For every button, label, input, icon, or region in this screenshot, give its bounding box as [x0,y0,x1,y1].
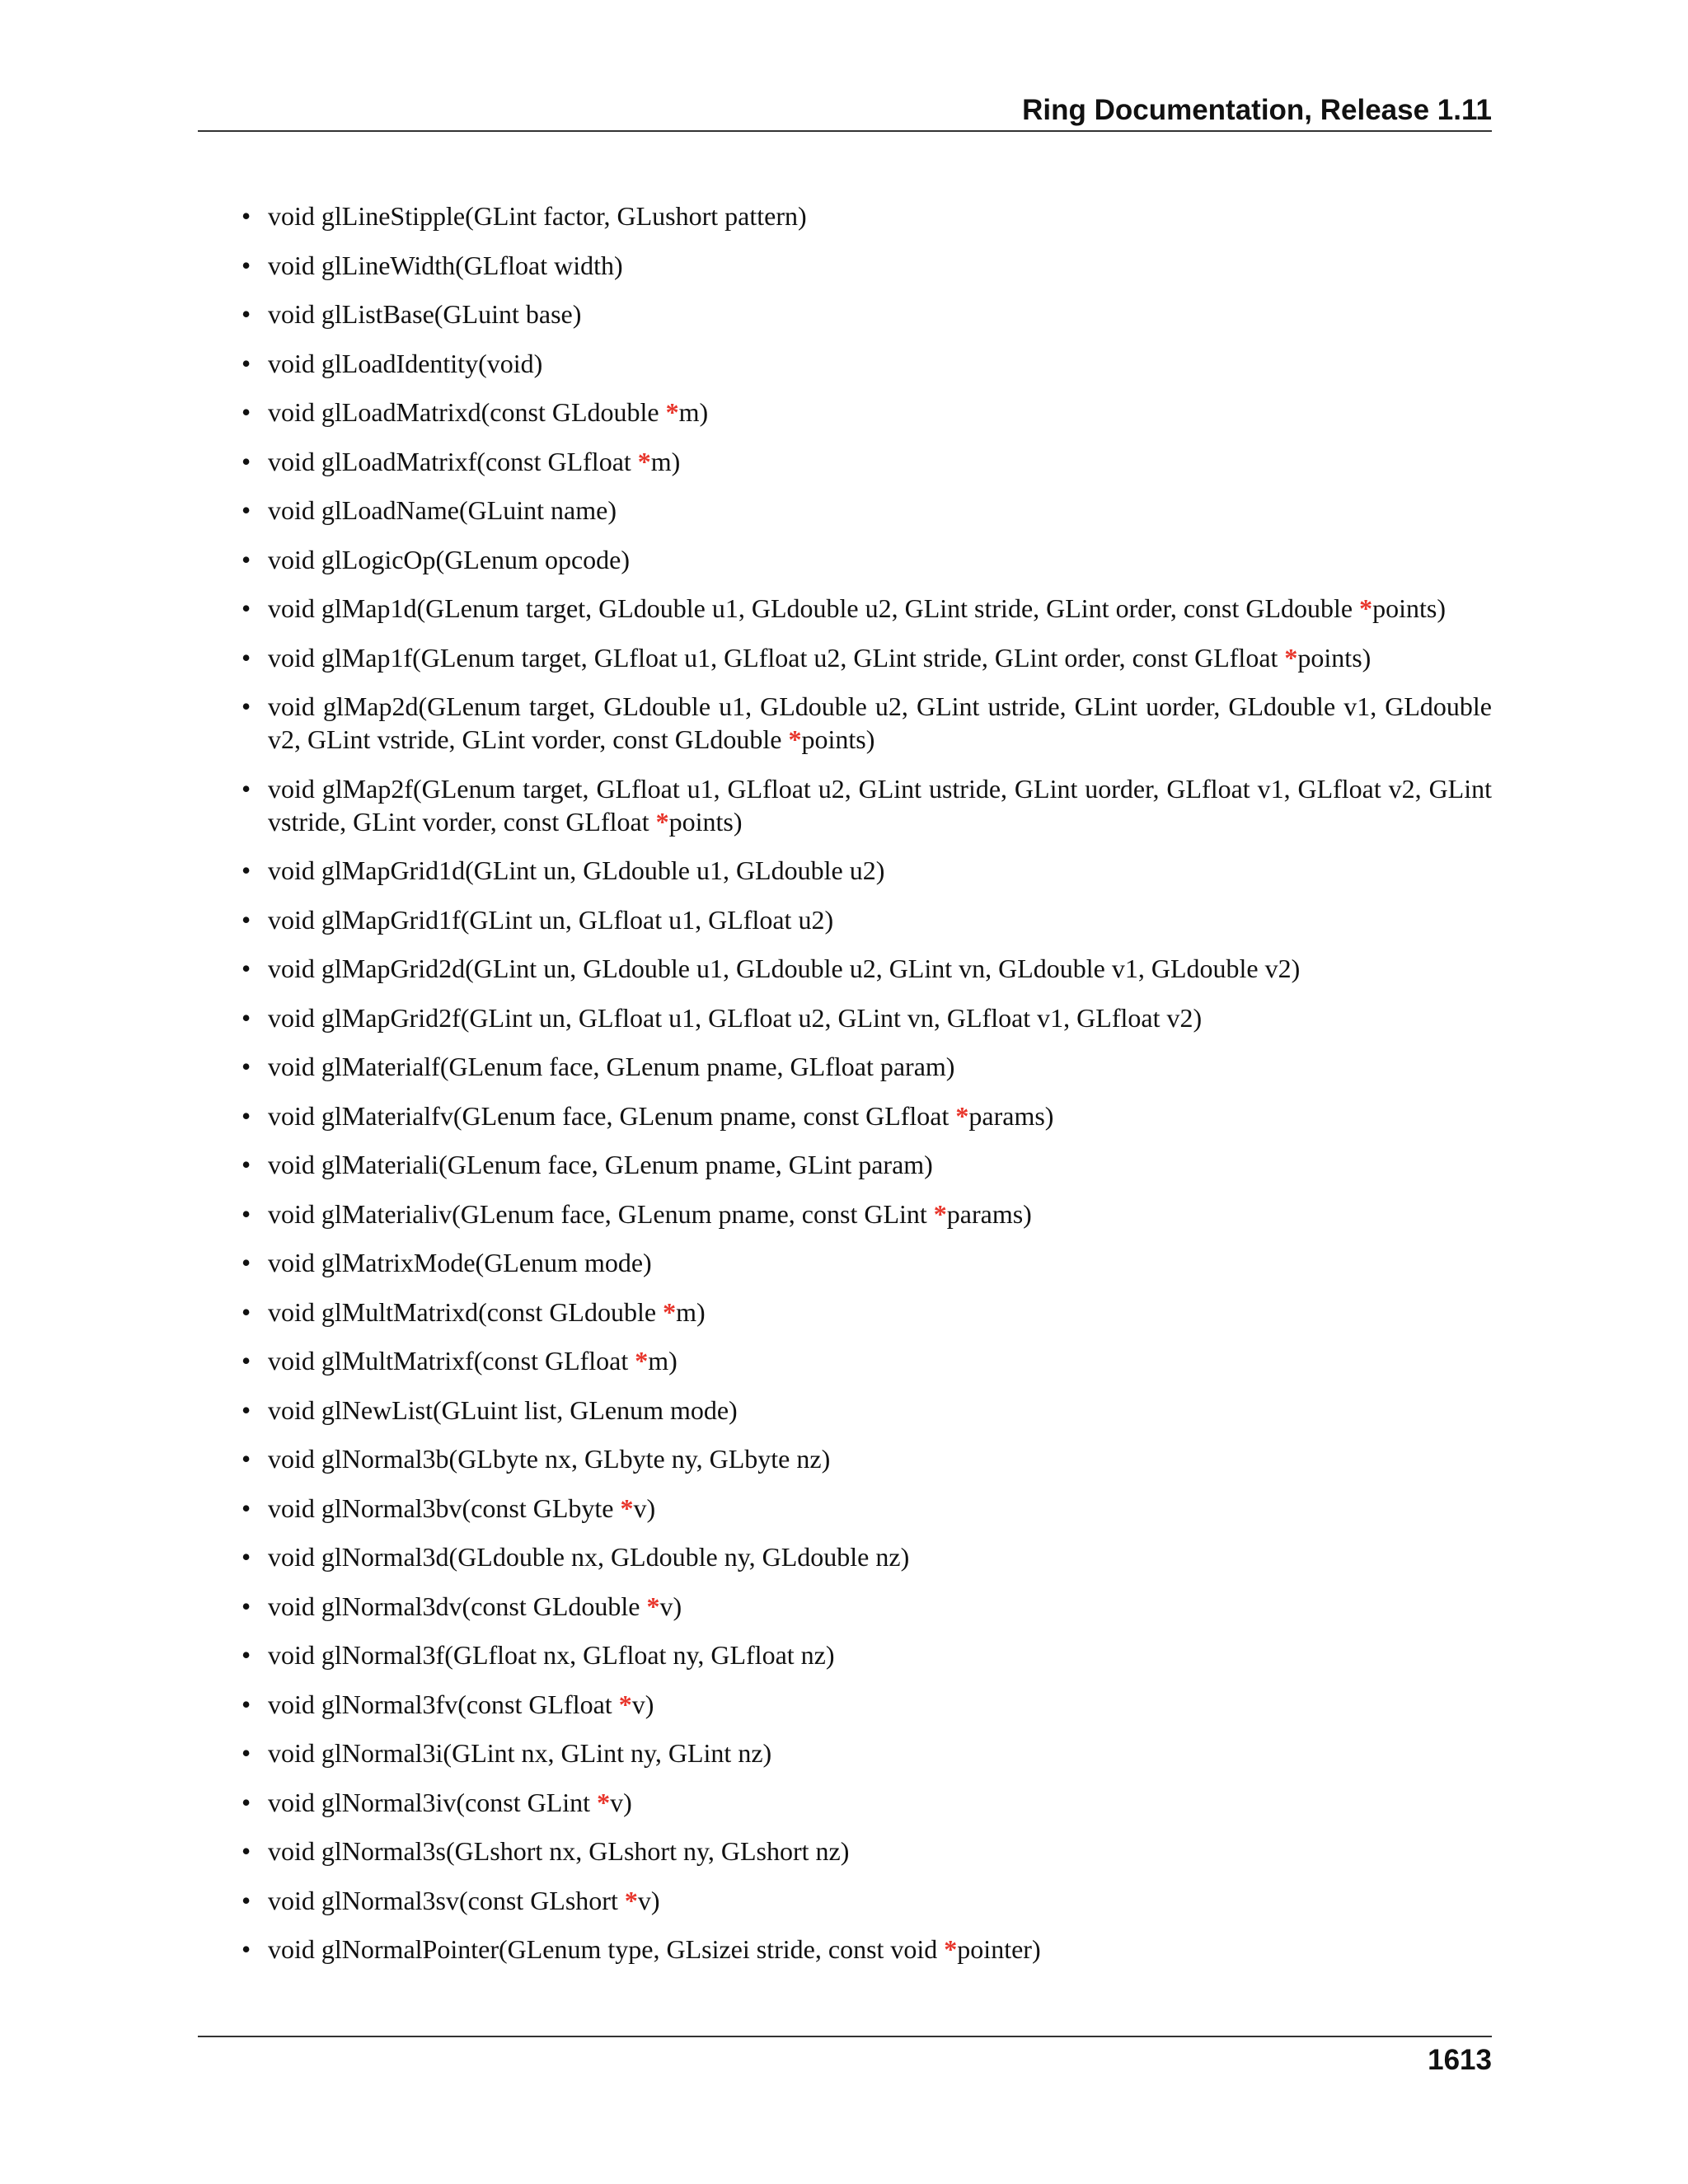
pointer-asterisk: * [635,1346,649,1376]
pointer-asterisk: * [1359,593,1373,623]
bullet-icon: • [241,1934,251,1964]
function-item [241,1786,1492,1819]
bullet-icon: • [241,1198,251,1229]
signature-text: void glMateriali(GLenum face, GLenum pname, GLint param) [268,1150,933,1179]
bullet-icon: • [241,1150,251,1179]
function-item [241,1736,1492,1769]
bullet-icon: • [241,1836,251,1866]
signature-text: void glMapGrid2d(GLint un, GLdouble u1, GLdouble u2, GLint vn, GLdouble v1, GLdouble v2) [268,954,1301,983]
signature-text: void glLineStipple(GLint factor, GLushort pattern) [268,201,807,231]
function-item [241,1344,1492,1377]
pointer-asterisk: * [646,1591,660,1621]
signature-text: void glLoadMatrixd(const GLdouble [268,397,666,427]
function-item [241,1884,1492,1917]
signature-text: void glLoadIdentity(void) [268,348,543,378]
pointer-asterisk: * [1284,642,1298,673]
bullet-icon: • [241,495,251,525]
signature-text: void glNormal3sv(const GLshort [268,1885,625,1915]
signature-text: void glLogicOp(GLenum opcode) [268,544,630,574]
signature-text: void glMapGrid2f(GLint un, GLfloat u1, GLfloat u2, GLint vn, GLfloat v1, GLfloat v2) [268,1002,1203,1033]
pointer-asterisk: * [955,1100,969,1131]
signature-text: void glMap1d(GLenum target, GLdouble u1, GLdouble u2, GLint stride, GLint order, const GLdouble [268,593,1360,623]
signature-text: void glMultMatrixf(const GLfloat [268,1346,635,1376]
signature-text: void glMatrixMode(GLenum mode) [268,1248,652,1277]
bullet-icon: • [241,1394,251,1425]
pointer-asterisk: * [618,1689,632,1719]
function-item [241,1688,1492,1721]
pointer-asterisk: * [597,1787,611,1817]
signature-text: void glNormal3b(GLbyte nx, GLbyte ny, GLbyte nz) [268,1444,831,1474]
signature-text: v) [633,1493,656,1523]
signature-text: void glNewList(GLuint list, GLenum mode) [268,1394,738,1425]
signature-text: void glMap2f(GLenum target, GLfloat u1, GLfloat u2, GLint ustride, GLint uorder, GLfloat v1, GLfloat v2, GLint vstride, GLint vorder, const GLfloat [268,773,1498,837]
signature-text: pointer) [957,1934,1041,1964]
bullet-icon: • [241,1640,251,1670]
function-item [241,1197,1492,1230]
signature-text: void glNormal3fv(const GLfloat [268,1689,619,1719]
bullet-icon: • [241,1296,251,1327]
function-item [241,1148,1492,1181]
bullet-icon: • [241,201,251,231]
function-item [241,1638,1492,1671]
signature-text: void glMapGrid1f(GLint un, GLfloat u1, GLfloat u2) [268,904,834,935]
bullet-icon: • [241,1100,251,1131]
pointer-asterisk: * [665,397,679,427]
pointer-asterisk: * [788,724,802,754]
function-item [241,445,1492,478]
signature-text: points) [1297,642,1372,673]
function-item [241,347,1492,380]
function-item [241,1394,1492,1427]
bullet-icon: • [241,593,251,623]
signature-text: points) [1372,593,1446,623]
running-header: Ring Documentation, Release 1.11 [1022,94,1492,126]
bullet-icon: • [241,773,251,804]
bullet-icon: • [241,1542,251,1572]
header-rule [198,130,1492,132]
signature-text: void glNormalPointer(GLenum type, GLsizei stride, const void [268,1934,945,1964]
function-item [241,1442,1492,1475]
function-item [241,298,1492,330]
function-item [241,1296,1492,1329]
bullet-icon: • [241,1248,251,1277]
function-item [241,1933,1492,1966]
bullet-icon: • [241,855,251,885]
function-item [241,1492,1492,1525]
signature-text: points) [668,806,743,837]
signature-text: m) [650,446,681,476]
signature-text: m) [676,1296,706,1327]
function-item [241,249,1492,282]
signature-text: v) [631,1689,654,1719]
bullet-icon: • [241,1444,251,1474]
pointer-asterisk: * [663,1296,677,1327]
bullet-icon: • [241,642,251,673]
signature-text: void glNormal3s(GLshort nx, GLshort ny, GLshort nz) [268,1836,850,1866]
function-item [241,772,1498,838]
signature-text: void glListBase(GLuint base) [268,299,582,329]
signature-text: void glNormal3iv(const GLint [268,1787,598,1817]
bullet-icon: • [241,348,251,378]
signature-text: params) [946,1198,1032,1229]
page-number: 1613 [1428,2044,1492,2076]
bullet-icon: • [241,1738,251,1768]
signature-text: v) [659,1591,682,1621]
bullet-icon: • [241,397,251,427]
function-item [241,1590,1492,1623]
signature-text: m) [678,397,709,427]
function-item [241,1246,1492,1279]
bullet-icon: • [241,1346,251,1376]
signature-text: void glMaterialf(GLenum face, GLenum pname, GLfloat param) [268,1052,955,1081]
function-item [241,1835,1492,1868]
bullet-icon: • [241,954,251,983]
bullet-icon: • [241,1787,251,1817]
function-item [241,543,1492,576]
signature-text: v) [610,1787,632,1817]
signature-text: void glNormal3dv(const GLdouble [268,1591,647,1621]
pointer-asterisk: * [624,1885,638,1915]
function-item [241,1050,1492,1083]
signature-text: void glNormal3f(GLfloat nx, GLfloat ny, GLfloat nz) [268,1640,835,1670]
function-item [241,952,1492,985]
signature-text: void glMap1f(GLenum target, GLfloat u1, GLfloat u2, GLint stride, GLint order, const GLfloat [268,642,1285,673]
pointer-asterisk: * [933,1198,947,1229]
signature-text: void glMapGrid1d(GLint un, GLdouble u1, GLdouble u2) [268,855,885,885]
bullet-icon: • [241,446,251,476]
function-item [241,690,1498,756]
signature-text: void glNormal3d(GLdouble nx, GLdouble ny, GLdouble nz) [268,1542,910,1572]
pointer-asterisk: * [620,1493,634,1523]
function-item [241,494,1492,527]
bullet-icon: • [241,1493,251,1523]
function-item [241,1001,1492,1034]
bullet-icon: • [241,1591,251,1621]
signature-text: void glMaterialfv(GLenum face, GLenum pname, const GLfloat [268,1100,956,1131]
function-item [241,903,1492,936]
function-item [241,641,1492,674]
signature-text: void glMultMatrixd(const GLdouble [268,1296,663,1327]
signature-text: params) [968,1100,1054,1131]
function-item [241,1540,1492,1573]
bullet-icon: • [241,544,251,574]
signature-text: void glMap2d(GLenum target, GLdouble u1, GLdouble u2, GLint ustride, GLint uorder, GLdouble v1, GLdouble v2, GLint vstride, GLint vorder, const GLdouble [268,691,1498,754]
function-item [241,854,1492,887]
pointer-asterisk: * [944,1934,958,1964]
signature-text: void glLoadMatrixf(const GLfloat [268,446,638,476]
bullet-icon: • [241,1689,251,1719]
signature-text: void glNormal3i(GLint nx, GLint ny, GLint nz) [268,1738,772,1768]
bullet-icon: • [241,1885,251,1915]
signature-text: v) [637,1885,660,1915]
footer-rule [198,2036,1492,2037]
signature-text: void glLoadName(GLuint name) [268,495,617,525]
signature-text: void glNormal3bv(const GLbyte [268,1493,621,1523]
function-item [241,1099,1492,1132]
signature-text: points) [801,724,875,754]
bullet-icon: • [241,1002,251,1033]
bullet-icon: • [241,250,251,280]
pointer-asterisk: * [655,806,669,837]
signature-text: m) [648,1346,678,1376]
function-item [241,396,1492,429]
bullet-icon: • [241,299,251,329]
signature-text: void glMaterialiv(GLenum face, GLenum pname, const GLint [268,1198,934,1229]
bullet-icon: • [241,904,251,935]
pointer-asterisk: * [637,446,651,476]
signature-text: void glLineWidth(GLfloat width) [268,250,623,280]
function-item [241,199,1492,232]
bullet-icon: • [241,1052,251,1081]
bullet-icon: • [241,691,251,721]
function-item [241,592,1492,625]
